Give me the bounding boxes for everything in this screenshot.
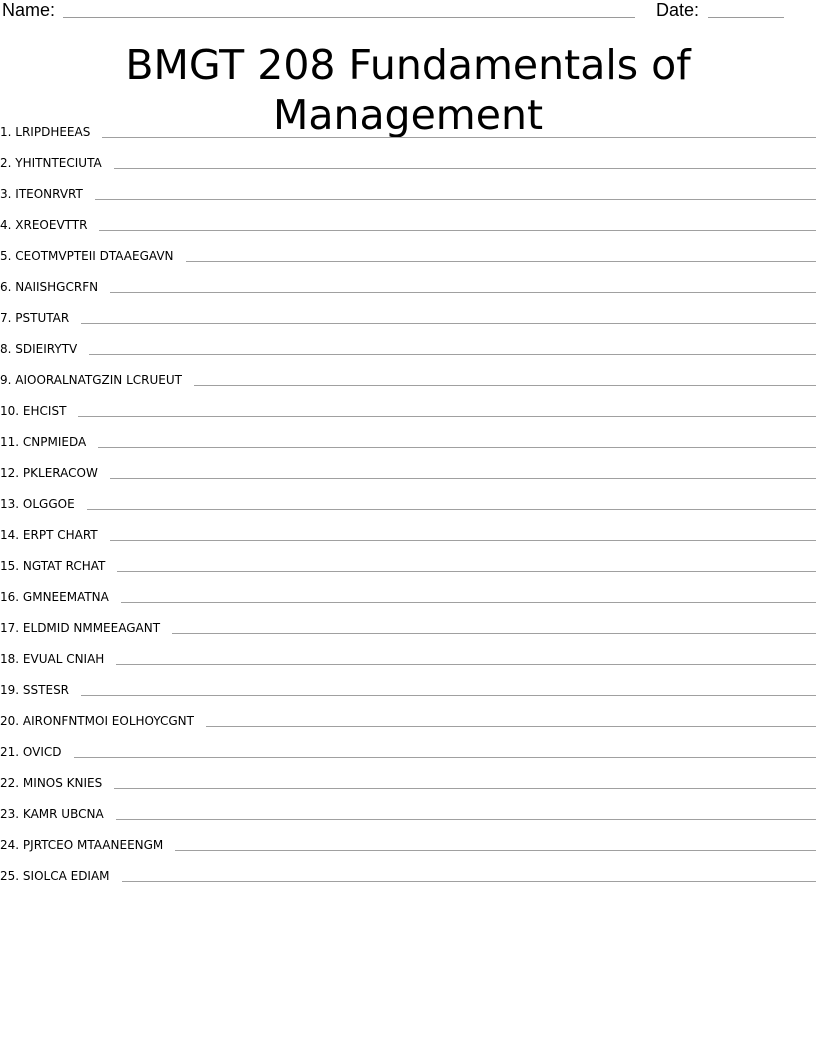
answer-blank-line[interactable] [110, 292, 816, 293]
scrambled-word: SDIEIRYTV [15, 342, 78, 356]
list-item [0, 266, 816, 297]
answer-blank-line[interactable] [99, 230, 816, 231]
scrambled-word: GMNEEMATNA [22, 590, 109, 604]
list-item [0, 142, 816, 173]
scrambled-word: YHITNTECIUTA [15, 156, 102, 170]
list-item [0, 452, 816, 483]
list-item [0, 359, 816, 390]
item-number: 17. [0, 621, 20, 635]
item-number: 22. [0, 776, 20, 790]
item-number: 1. [0, 125, 12, 139]
list-item [0, 638, 816, 669]
list-item [0, 576, 816, 607]
scrambled-word: PSTUTAR [15, 311, 70, 325]
answer-blank-line[interactable] [87, 509, 816, 510]
answer-blank-line[interactable] [117, 571, 816, 572]
scramble-list [0, 111, 816, 886]
list-item [0, 700, 816, 731]
scrambled-word: SSTESR [22, 683, 70, 697]
item-number: 21. [0, 745, 20, 759]
scrambled-word: EHCIST [22, 404, 67, 418]
item-number: 20. [0, 714, 20, 728]
answer-blank-line[interactable] [110, 478, 816, 479]
item-number: 14. [0, 528, 20, 542]
answer-blank-line[interactable] [116, 819, 816, 820]
list-item [0, 855, 816, 886]
item-number: 13. [0, 497, 20, 511]
answer-blank-line[interactable] [98, 447, 816, 448]
item-number: 11. [0, 435, 20, 449]
answer-blank-line[interactable] [102, 137, 816, 138]
item-number: 23. [0, 807, 20, 821]
item-number: 16. [0, 590, 20, 604]
answer-blank-line[interactable] [78, 416, 816, 417]
answer-blank-line[interactable] [81, 323, 816, 324]
name-label: Name: [2, 0, 56, 20]
item-number: 15. [0, 559, 20, 573]
item-number: 25. [0, 869, 20, 883]
scrambled-word: EVUAL CNIAH [22, 652, 105, 666]
scrambled-word: CEOTMVPTEII DTAAEGAVN [15, 249, 174, 263]
answer-blank-line[interactable] [194, 385, 816, 386]
answer-blank-line[interactable] [114, 788, 816, 789]
answer-blank-line[interactable] [116, 664, 816, 665]
item-number: 2. [0, 156, 12, 170]
item-number: 5. [0, 249, 12, 263]
item-number: 10. [0, 404, 20, 418]
item-number: 4. [0, 218, 12, 232]
answer-blank-line[interactable] [121, 602, 816, 603]
item-number: 6. [0, 280, 12, 294]
answer-blank-line[interactable] [74, 757, 816, 758]
scrambled-word: LRIPDHEEAS [15, 125, 91, 139]
page-title: BMGT 208 Fundamentals of Management [125, 41, 691, 139]
name-blank-line[interactable] [63, 17, 635, 18]
item-number: 19. [0, 683, 20, 697]
item-number: 18. [0, 652, 20, 666]
scrambled-word: NAIISHGCRFN [15, 280, 99, 294]
list-item [0, 328, 816, 359]
scrambled-word: MINOS KNIES [22, 776, 103, 790]
list-item [0, 607, 816, 638]
answer-blank-line[interactable] [172, 633, 816, 634]
scrambled-word: AIRONFNTMOI EOLHOYCGNT [22, 714, 194, 728]
list-item [0, 762, 816, 793]
answer-blank-line[interactable] [81, 695, 816, 696]
scrambled-word: ERPT CHART [22, 528, 98, 542]
list-item [0, 111, 816, 142]
scrambled-word: CNPMIEDA [22, 435, 87, 449]
list-item [0, 545, 816, 576]
header [0, 0, 816, 24]
list-item [0, 235, 816, 266]
scrambled-word: AIOORALNATGZIN LCRUEUT [15, 373, 182, 387]
scrambled-word: XREOEVTTR [15, 218, 88, 232]
item-number: 24. [0, 838, 20, 852]
item-number: 12. [0, 466, 20, 480]
item-number: 7. [0, 311, 12, 325]
scrambled-word: ITEONRVRT [15, 187, 83, 201]
list-item [0, 793, 816, 824]
item-number: 3. [0, 187, 12, 201]
scrambled-word: NGTAT RCHAT [22, 559, 106, 573]
scrambled-word: OVICD [22, 745, 62, 759]
list-item [0, 390, 816, 421]
scrambled-word: KAMR UBCNA [22, 807, 104, 821]
answer-blank-line[interactable] [122, 881, 816, 882]
answer-blank-line[interactable] [114, 168, 816, 169]
answer-blank-line[interactable] [206, 726, 816, 727]
date-blank-line[interactable] [708, 17, 784, 18]
answer-blank-line[interactable] [110, 540, 816, 541]
answer-blank-line[interactable] [95, 199, 816, 200]
answer-blank-line[interactable] [186, 261, 816, 262]
list-item [0, 514, 816, 545]
list-item [0, 421, 816, 452]
scrambled-word: PKLERACOW [22, 466, 98, 480]
list-item [0, 173, 816, 204]
scrambled-word: SIOLCA EDIAM [22, 869, 110, 883]
list-item [0, 824, 816, 855]
date-label: Date: [656, 0, 700, 20]
item-number: 9. [0, 373, 12, 387]
list-item [0, 204, 816, 235]
list-item [0, 297, 816, 328]
list-item [0, 731, 816, 762]
answer-blank-line[interactable] [175, 850, 816, 851]
list-item [0, 483, 816, 514]
scrambled-word: OLGGOE [22, 497, 75, 511]
scrambled-word: PJRTCEO MTAANEENGM [22, 838, 164, 852]
scrambled-word: ELDMID NMMEEAGANT [22, 621, 161, 635]
list-item [0, 669, 816, 700]
item-number: 8. [0, 342, 12, 356]
answer-blank-line[interactable] [89, 354, 816, 355]
